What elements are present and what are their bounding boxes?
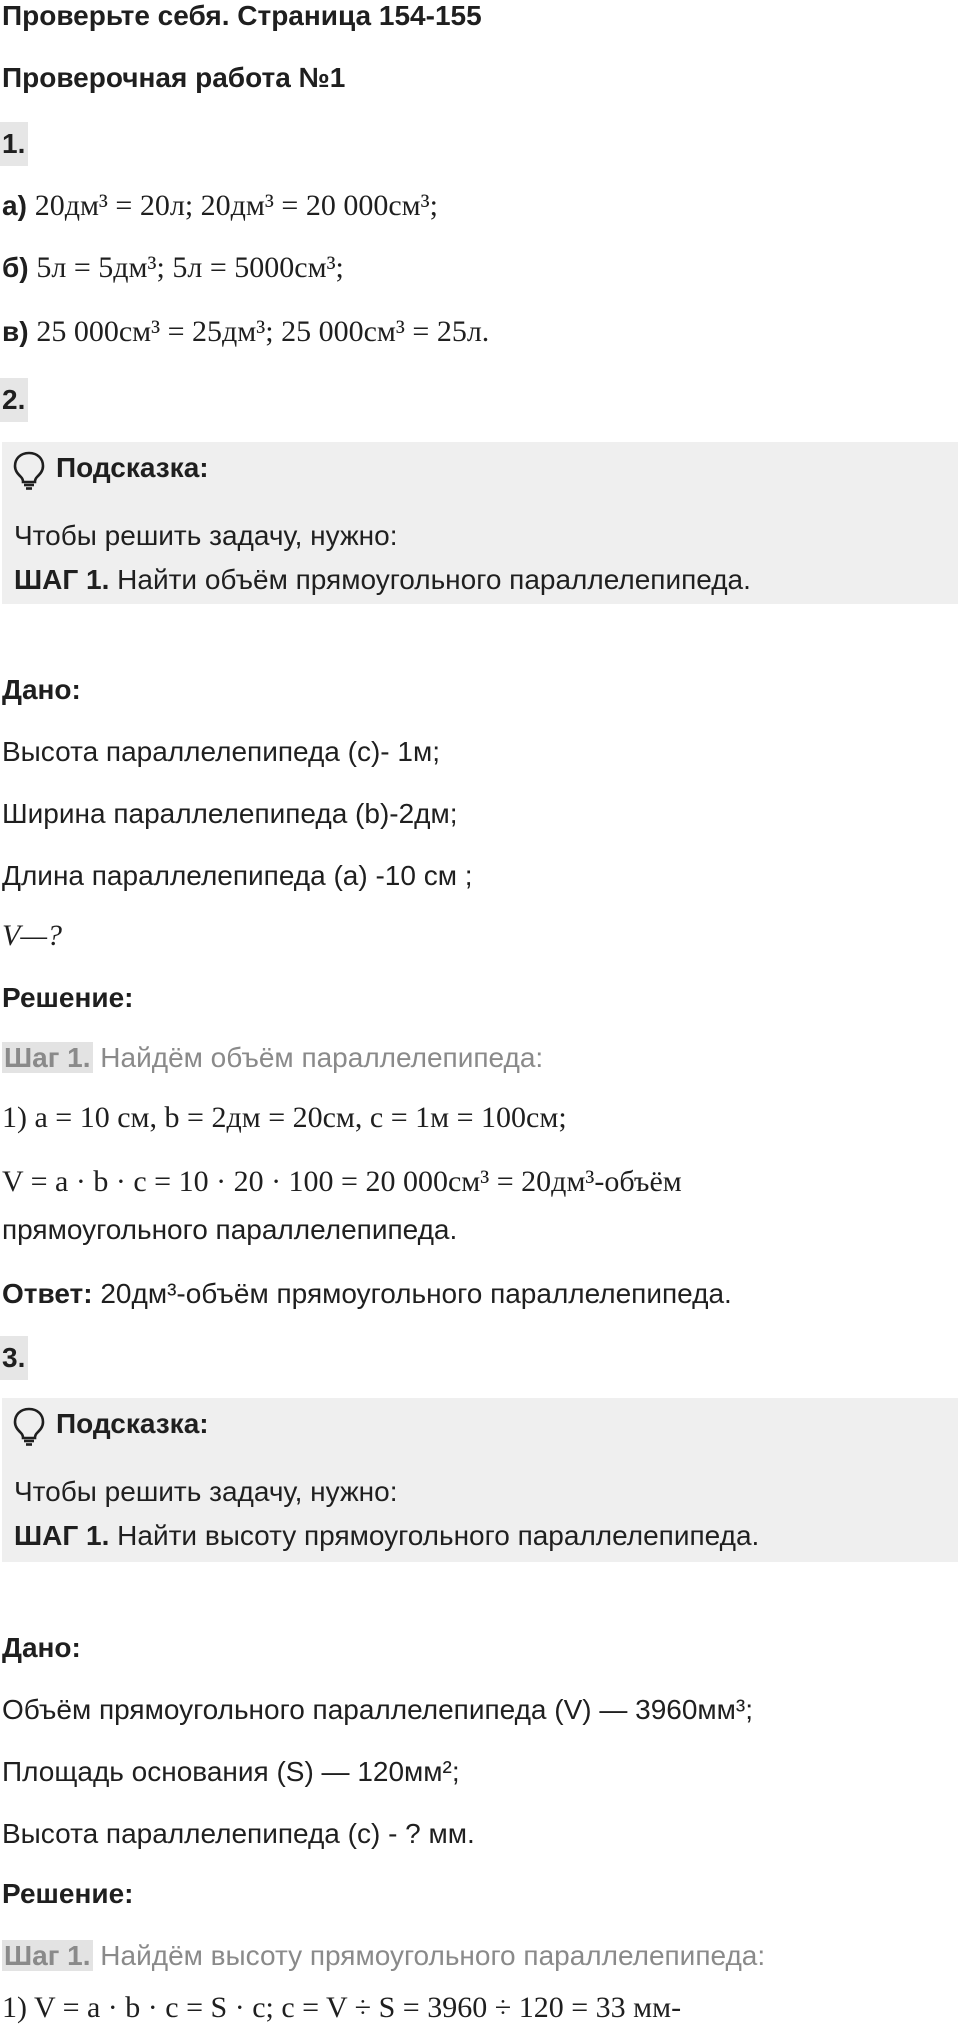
hint-title: Подсказка: [56, 1408, 209, 1439]
step-text: Найдём высоту прямоугольного параллелепипеда: [92, 1940, 766, 1971]
task1-item-c [2, 314, 489, 350]
hint-text: Чтобы решить задачу, нужно: [14, 1476, 398, 1507]
solution-label: Решение: [2, 1878, 134, 1909]
hint-box [2, 1398, 958, 1562]
item-label: в) [2, 316, 29, 347]
step-text: Найдём объём параллелепипеда: [92, 1042, 544, 1073]
hint-title: Подсказка: [56, 452, 209, 483]
item-label: б) [2, 252, 29, 283]
lightbulb-icon [12, 450, 46, 490]
given-label: Дано: [2, 1632, 81, 1663]
solution-label: Решение: [2, 982, 134, 1013]
hint-step [14, 562, 751, 598]
hint-box [2, 442, 958, 604]
solution-line: 1) a = 10 см, b = 2дм = 20см, c = 1м = 100см; [2, 1101, 567, 1134]
task2-number: 2. [2, 384, 26, 415]
item-math: 25 000см³ = 25дм³; 25 000см³ = 25л. [36, 315, 490, 348]
answer-text: 20дм³-объём прямоугольного параллелепипеда. [92, 1278, 732, 1309]
solution-line: V = a · b · c = 10 · 20 · 100 = 20 000см³ = 20дм³-объём [2, 1165, 682, 1198]
hint-step-label: ШАГ 1. [14, 564, 110, 595]
given-item: Длина параллелепипеда (a) -10 см ; [2, 860, 473, 891]
hint-step [14, 1518, 759, 1554]
task1-item-b [2, 250, 344, 286]
answer-label: Ответ: [2, 1278, 93, 1309]
given-item: Площадь основания (S) — 120мм²; [2, 1756, 460, 1787]
step-label: Шаг 1. [4, 1042, 91, 1073]
step-line [2, 1040, 543, 1076]
given-item: Ширина параллелепипеда (b)-2дм; [2, 798, 458, 829]
task3-number: 3. [2, 1342, 26, 1373]
page-title: Проверьте себя. Страница 154-155 [2, 0, 482, 31]
hint-step-text: Найти высоту прямоугольного параллелепипеда. [109, 1520, 760, 1551]
hint-step-text: Найти объём прямоугольного параллелепипеда. [109, 564, 751, 595]
item-label: а) [2, 190, 27, 221]
given-item: Высота параллелепипеда (с) - ? мм. [2, 1818, 475, 1849]
item-math: 5л = 5дм³; 5л = 5000см³; [36, 251, 344, 284]
solution-line: прямоугольного параллелепипеда. [2, 1214, 458, 1245]
given-label: Дано: [2, 674, 81, 705]
lightbulb-icon [12, 1406, 46, 1446]
step-line [2, 1938, 765, 1974]
step-label: Шаг 1. [4, 1940, 91, 1971]
given-item: Высота параллелепипеда (с)- 1м; [2, 736, 441, 767]
task1-item-a [2, 188, 438, 224]
item-math: 20дм³ = 20л; 20дм³ = 20 000см³; [34, 189, 438, 222]
hint-text: Чтобы решить задачу, нужно: [14, 520, 398, 551]
hint-step-label: ШАГ 1. [14, 1520, 110, 1551]
task1-number: 1. [2, 128, 26, 159]
given-item: V—? [2, 919, 62, 952]
given-item: Объём прямоугольного параллелепипеда (V) — 3960мм³; [2, 1694, 754, 1725]
solution-line: 1) V = a · b · c = S · c; c = V ÷ S = 3960 ÷ 120 = 33 мм- [2, 1991, 682, 2024]
work-title: Проверочная работа №1 [2, 62, 346, 93]
answer-line [2, 1276, 732, 1312]
